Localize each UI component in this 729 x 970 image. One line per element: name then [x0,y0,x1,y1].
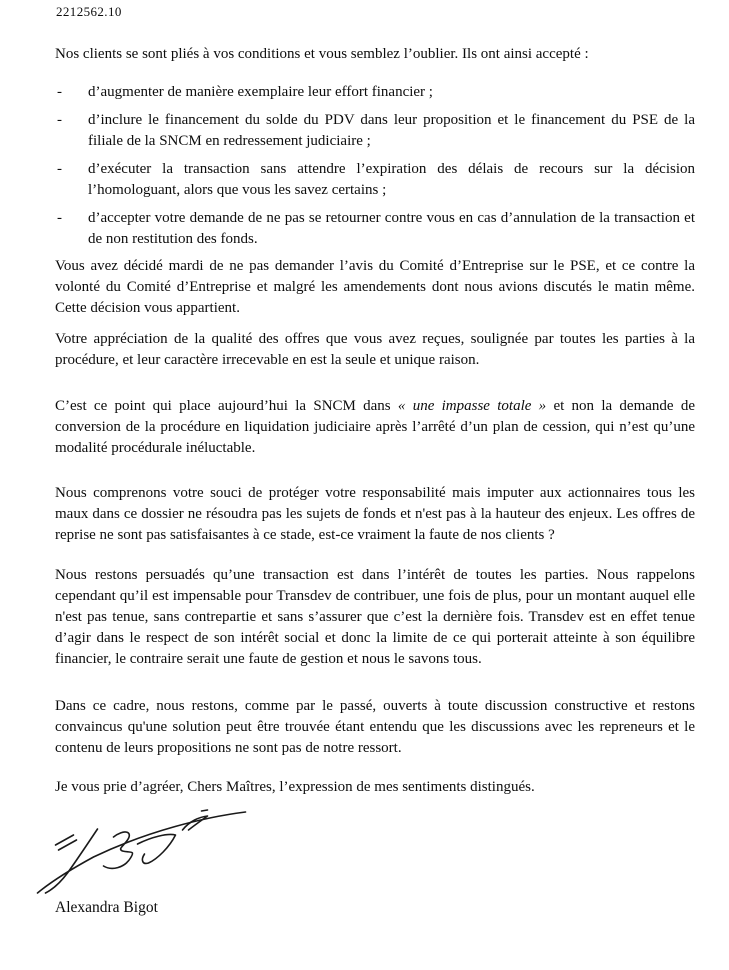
closing-salutation: Je vous prie d’agréer, Chers Maîtres, l’expression de mes sentiments distingués. [55,779,535,795]
intro-paragraph: Nos clients se sont pliés à vos conditions et vous semblez l’oublier. Ils ont ainsi accepté : [55,46,589,62]
bullet-item [55,82,695,103]
bullet-text: d’accepter votre demande de ne pas se retourner contre vous en cas d’annulation de la transaction et de non restitution des fonds. [88,210,695,247]
bullet-item [55,208,695,250]
paragraph-responsabilite: Nous comprenons votre souci de protéger votre responsabilité mais imputer aux actionnaires tous les maux dans ce dossier ne résoudra pas les sujets de fonds et n'est pas à la hauteur des enjeux. Les offres de reprise ne sont pas satisfaisantes à ce stade, est-ce vraiment la faute de nos clients ? [55,485,695,543]
bullet-item [55,159,695,201]
bullet-text: d’augmenter de manière exemplaire leur effort financier ; [88,84,433,100]
handwritten-signature [25,809,255,897]
signatory-name: Alexandra Bigot [55,899,158,916]
impasse-quoted-italic: « une impasse totale » [397,398,547,414]
paragraph-impasse-totale [55,396,695,459]
document-reference: 2212562.10 [56,4,122,19]
bullet-dash: - [57,161,62,177]
paragraph-offres-appreciation: Votre appréciation de la qualité des offres que vous avez reçues, soulignée par toutes les parties à la procédure, et leur caractère irrecevable en est la seule et unique raison. [55,331,695,368]
bullet-text: d’inclure le financement du solde du PDV dans leur proposition et le financement du PSE de la filiale de la SNCM en redressement judiciaire ; [88,112,695,149]
signature-scribble-image [25,809,255,897]
letter-body [55,44,695,918]
paragraph-transdev-transaction: Nous restons persuadés qu’une transaction est dans l’intérêt de toutes les parties. Nous rappelons cependant qu’il est impensable pour Transdev de contribuer, une fois de plus, pour un montant auquel elle n'est pas tenue, sans contrepartie et sans s’assurer que c’est la dernière fois. Transdev est en effet tenue d’agir dans le respect de son intérêt social et donc la limite de ce qui porterait atteinte à son équilibre financier, le contraire serait une faute de gestion et nous le savons tous. [55,567,695,667]
bullet-list [55,82,695,250]
impasse-text-before: C’est ce point qui place aujourd’hui la SNCM dans [55,398,398,414]
bullet-dash: - [57,84,62,100]
paragraph-discussion-constructive: Dans ce cadre, nous restons, comme par le passé, ouverts à toute discussion constructive et restons convaincus qu'une solution peut être trouvée étant entendu que les discussions avec les repreneurs et le contenu de leurs propositions ne sont pas de notre ressort. [55,698,695,756]
bullet-dash: - [57,210,62,226]
impasse-text-after: et non la demande de conversion de la procédure en liquidation judiciaire après l’arrêté d’un plan de cession, qui n’est qu’une modalité procédurale inéluctable. [55,398,695,456]
bullet-item [55,110,695,152]
paragraph-ce-decision: Vous avez décidé mardi de ne pas demander l’avis du Comité d’Entreprise sur le PSE, et ce contre la volonté du Comité d’Entreprise et malgré les amendements dont nous avions discutés le matin même. Cette décision vous appartient. [55,258,695,316]
bullet-text: d’exécuter la transaction sans attendre l’expiration des délais de recours sur la décision l’homologuant, alors que vous les savez certains ; [88,161,695,198]
bullet-dash: - [57,112,62,128]
